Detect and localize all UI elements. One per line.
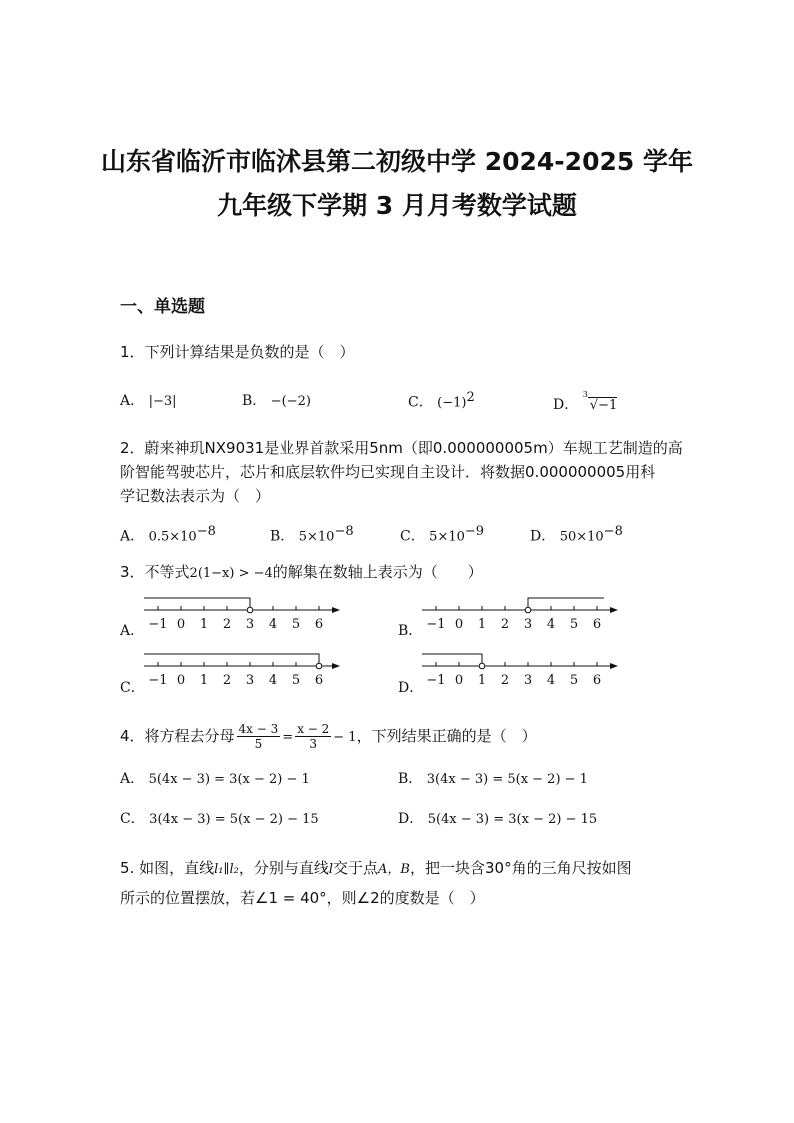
stem-text: ，下列结果正确的是（ ） — [356, 727, 537, 745]
q4-option-d[interactable] — [398, 808, 597, 828]
tick-label: 5 — [569, 673, 579, 688]
q1-option-c[interactable] — [408, 390, 475, 412]
q2-option-b[interactable] — [270, 524, 354, 546]
tick-label: 5 — [569, 617, 579, 632]
solution-ray — [422, 654, 482, 663]
tick-label: 2 — [222, 617, 232, 632]
tick-label: 1 — [477, 673, 487, 688]
option-label: D． — [398, 811, 424, 827]
tick-label: −1 — [426, 617, 446, 632]
tick-label: 0 — [176, 617, 186, 632]
q1-option-b[interactable] — [242, 390, 311, 410]
option-label: A． — [120, 528, 145, 545]
stem-text: 4．将方程去分母 — [120, 727, 235, 745]
denominator: 3 — [309, 737, 318, 751]
parallel-lines: l₁∥l₂ — [214, 862, 239, 877]
tick-label: 4 — [268, 617, 278, 632]
minus-one: − 1 — [333, 730, 357, 745]
option-value: (−1) — [437, 395, 467, 411]
option-value: 5×10 — [429, 529, 465, 545]
tick-label: 1 — [477, 617, 487, 632]
stem-text: 3．不等式 — [120, 563, 190, 581]
option-label: B． — [270, 528, 295, 545]
numerator: x − 2 — [297, 722, 330, 736]
q3-option-b-label[interactable]: B． — [398, 623, 423, 639]
option-value: 5(4x − 3) = 3(x − 2) − 1 — [148, 772, 310, 787]
q2-option-a[interactable] — [120, 524, 216, 546]
exponent: −8 — [603, 524, 623, 539]
section-heading: 一、单选题 — [120, 297, 205, 317]
option-label: C． — [400, 528, 425, 545]
tick-label: 0 — [176, 673, 186, 688]
tick-label: 3 — [523, 673, 533, 688]
question-1-stem: 1．下列计算结果是负数的是（ ） — [120, 343, 355, 361]
option-value: 50×10 — [559, 529, 604, 545]
question-5-line1 — [120, 856, 632, 882]
line-l: l — [328, 862, 334, 877]
question-3-stem — [120, 560, 483, 586]
solution-ray — [144, 598, 250, 607]
tick-label: −1 — [148, 673, 168, 688]
stem-text: ，把一块含30°角的三角尺按如图 — [410, 859, 632, 877]
fraction-left — [237, 722, 281, 751]
tick-label: 0 — [454, 617, 464, 632]
axis-arrow — [332, 663, 340, 669]
tick-label: 1 — [199, 673, 209, 688]
option-label: C． — [120, 811, 145, 827]
q2-option-d[interactable] — [530, 524, 623, 546]
open-endpoint — [247, 607, 253, 613]
tick-label: 0 — [454, 673, 464, 688]
q4-option-b[interactable] — [398, 768, 588, 788]
axis-arrow — [332, 607, 340, 613]
tick-label: 6 — [314, 673, 324, 688]
cube-root: √−1 — [589, 398, 618, 413]
fraction-right — [295, 722, 331, 751]
stem-text: 的解集在数轴上表示为（ ） — [272, 563, 483, 581]
number-line-c — [142, 652, 342, 692]
question-2-line1: 2．蔚来神玑NX9031是业界首款采用5nm（即0.000000005m）车规工艺制造的高 — [120, 439, 683, 457]
tick-label: 4 — [546, 673, 556, 688]
number-line-b — [420, 596, 620, 636]
tick-label: 3 — [245, 617, 255, 632]
option-value: 3(4x − 3) = 5(x − 2) − 15 — [149, 812, 319, 827]
points-ab: A，B — [378, 862, 410, 877]
solution-ray — [528, 598, 604, 607]
denominator: 5 — [254, 737, 263, 751]
stem-text: ，分别与直线 — [238, 859, 329, 877]
question-2-line2: 阶智能驾驶芯片，芯片和底层软件均已实现自主设计．将数据0.000000005用科 — [120, 463, 656, 481]
tick-label: 2 — [500, 673, 510, 688]
numerator: 4x − 3 — [238, 722, 279, 736]
option-label: D． — [553, 397, 579, 413]
number-line-a — [142, 596, 342, 636]
option-label: B． — [242, 393, 267, 409]
option-label: A． — [120, 771, 145, 787]
tick-label: 2 — [222, 673, 232, 688]
option-label: C． — [408, 394, 433, 411]
question-4-stem — [120, 722, 537, 751]
option-value: 5(4x − 3) = 3(x − 2) − 15 — [427, 812, 598, 827]
tick-label: 6 — [314, 617, 324, 632]
open-endpoint — [479, 663, 485, 669]
tick-label: 6 — [592, 673, 602, 688]
tick-label: 4 — [546, 617, 556, 632]
stem-text: 交于点 — [333, 859, 379, 877]
page-title-line1: 山东省临沂市临沭县第二初级中学 2024-2025 学年 — [101, 147, 693, 176]
root-index: 3 — [582, 390, 588, 399]
tick-label: 4 — [268, 673, 278, 688]
tick-label: 3 — [245, 673, 255, 688]
option-label: B． — [398, 771, 423, 787]
option-value: |−3| — [148, 394, 177, 409]
tick-label: −1 — [148, 617, 168, 632]
exponent: 2 — [466, 390, 475, 405]
equals-sign: = — [282, 730, 294, 745]
q3-option-c-label[interactable]: C． — [120, 680, 145, 696]
stem-text: 5. 如图，直线 — [120, 859, 215, 877]
axis-arrow — [610, 607, 618, 613]
open-endpoint — [525, 607, 531, 613]
option-label: D． — [530, 528, 556, 545]
option-value: 3(4x − 3) = 5(x − 2) − 1 — [426, 772, 588, 787]
q1-option-d[interactable] — [553, 390, 617, 414]
q3-option-d-label[interactable]: D． — [398, 680, 424, 696]
question-2-line3: 学记数法表示为（ ） — [120, 487, 271, 505]
q2-option-c[interactable] — [400, 524, 484, 546]
open-endpoint — [316, 663, 322, 669]
tick-label: 5 — [291, 617, 301, 632]
axis-arrow — [610, 663, 618, 669]
radicand: −1 — [598, 398, 618, 413]
option-value: −(−2) — [270, 394, 311, 409]
tick-label: 6 — [592, 617, 602, 632]
page-title-line2: 九年级下学期 3 月月考数学试题 — [217, 191, 577, 220]
tick-label: 1 — [199, 617, 209, 632]
q3-option-a-label[interactable]: A． — [120, 623, 145, 639]
exponent: −8 — [334, 524, 354, 539]
solution-ray — [144, 654, 319, 663]
q4-option-a[interactable] — [120, 768, 310, 788]
q4-option-c[interactable] — [120, 808, 319, 828]
tick-label: 5 — [291, 673, 301, 688]
tick-label: 2 — [500, 617, 510, 632]
tick-label: −1 — [426, 673, 446, 688]
option-value: 0.5×10 — [148, 529, 197, 545]
tick-label: 3 — [523, 617, 533, 632]
number-line-d — [420, 652, 620, 692]
q1-option-a[interactable] — [120, 390, 177, 410]
option-label: A． — [120, 393, 145, 409]
exponent: −8 — [196, 524, 216, 539]
exponent: −9 — [464, 524, 485, 539]
option-value: 5×10 — [298, 529, 335, 545]
question-5-line2: 所示的位置摆放，若∠1 = 40°，则∠2的度数是（ ） — [120, 889, 485, 907]
inequality: 2(1−x) > −4 — [189, 566, 273, 581]
